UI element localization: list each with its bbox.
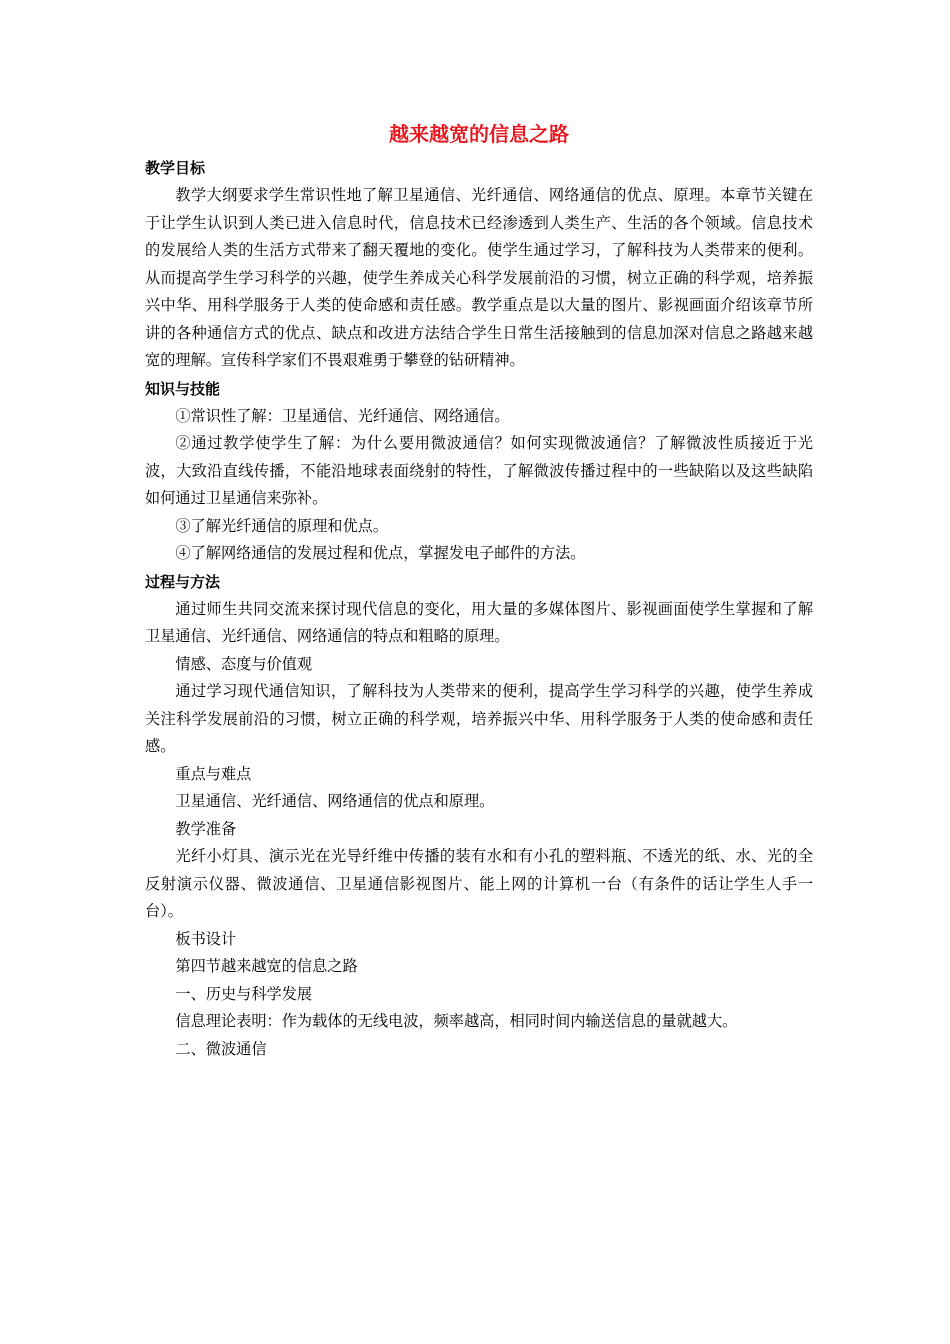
attitude-heading: 情感、态度与价值观 bbox=[175, 654, 313, 673]
skills-item-1: ①常识性了解：卫星通信、光纤通信、网络通信。 bbox=[175, 406, 510, 425]
board-line-3: 信息理论表明：作为载体的无线电波，频率越高，相同时间内输送信息的量就越大。 bbox=[175, 1012, 738, 1030]
skills-item-4: ④了解网络通信的发展过程和优点，掌握发电子邮件的方法。 bbox=[175, 544, 586, 562]
process-heading: 过程与方法 bbox=[145, 572, 221, 591]
document-page bbox=[145, 118, 813, 1063]
preparation-heading: 教学准备 bbox=[175, 819, 237, 838]
skills-item-2: ②通过教学使学生了解：为什么要用微波通信？如何实现微波通信？了解微波性质接近于光波，大致沿直线传播，不能沿地球表面绕射的特性，了解微波传播过程中的一些缺陷以及这些缺陷如何通过卫星通信来弥补。 bbox=[145, 434, 813, 507]
objectives-heading: 教学目标 bbox=[145, 159, 206, 177]
skills-item-3: ③了解光纤通信的原理和优点。 bbox=[175, 516, 389, 535]
preparation-paragraph: 光纤小灯具、演示光在光导纤维中传播的装有水和有小孔的塑料瓶、不透光的纸、水、光的全反射演示仪器、微波通信、卫星通信影视图片、能上网的计算机一台（有条件的话让学生人手一台）。 bbox=[145, 847, 813, 920]
board-line-4: 二、微波通信 bbox=[175, 1039, 267, 1058]
attitude-paragraph: 通过学习现代通信知识，了解科技为人类带来的便利，提高学生学习科学的兴趣，使学生养成关注科学发展前沿的习惯，树立正确的科学观，培养振兴中华、用科学服务于人类的使命感和责任感。 bbox=[145, 682, 813, 755]
process-paragraph: 通过师生共同交流来探讨现代信息的变化，用大量的多媒体图片、影视画面使学生掌握和了解卫星通信、光纤通信、网络通信的特点和粗略的原理。 bbox=[145, 599, 813, 645]
skills-heading: 知识与技能 bbox=[145, 379, 221, 398]
objectives-paragraph: 教学大纲要求学生常识性地了解卫星通信、光纤通信、网络通信的优点、原理。本章节关键在于让学生认识到人类已进入信息时代，信息技术已经渗透到人类生产、生活的各个领域。信息技术的发展给人类的生活方式带来了翻天覆地的变化。使学生通过学习，了解科技为人类带来的便利。从而提高学生学习科学的兴趣，使学生养成关心科学发展前沿的习惯，树立正确的科学观，培养振兴中华、用科学服务于人类的使命感和责任感。教学重点是以大量的图片、影视画面介绍该章节所讲的各种通信方式的优点、缺点和改进方法结合学生日常生活接触到的信息加深对信息之路越来越宽的理解。宣传科学家们不畏艰难勇于攀登的钻研精神。 bbox=[145, 186, 813, 369]
document-title: 越来越宽的信息之路 bbox=[389, 122, 569, 146]
board-line-2: 一、历史与科学发展 bbox=[175, 984, 313, 1003]
keypoints-paragraph: 卫星通信、光纤通信、网络通信的优点和原理。 bbox=[175, 792, 495, 810]
board-heading: 板书设计 bbox=[175, 929, 237, 948]
board-line-1: 第四节越来越宽的信息之路 bbox=[175, 957, 358, 975]
keypoints-heading: 重点与难点 bbox=[175, 764, 252, 783]
